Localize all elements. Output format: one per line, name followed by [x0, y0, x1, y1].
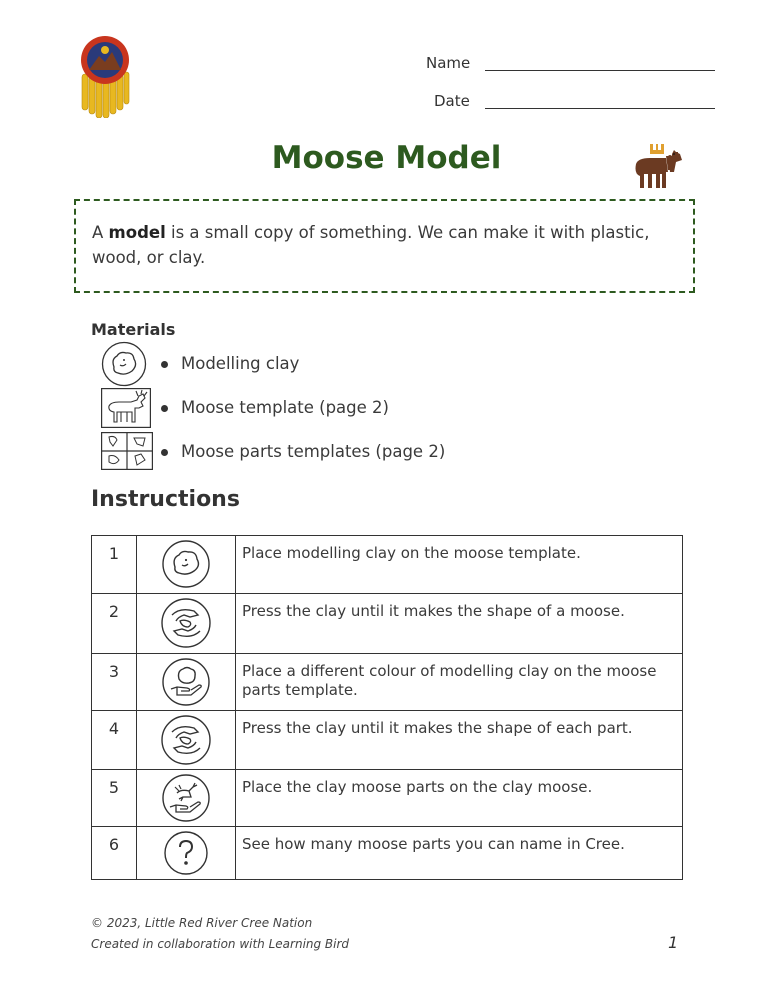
date-line[interactable] [485, 108, 715, 109]
definition-box [74, 199, 695, 293]
step-text: Press the clay until it makes the shape of each part. [236, 711, 683, 770]
clay-icon [161, 539, 211, 589]
step-number: 4 [92, 711, 137, 770]
step-text: Place a different colour of modelling clay on the moose parts template. [236, 654, 683, 711]
instructions-table [91, 535, 683, 880]
step-icon-cell [137, 654, 236, 711]
footer-credit: Created in collaboration with Learning Bird [91, 937, 350, 951]
question-icon [163, 830, 209, 876]
press-hands-icon [160, 714, 212, 766]
bullet [161, 361, 168, 368]
clay-icon [101, 341, 147, 387]
moose-parts-icon [101, 432, 153, 470]
table-row [92, 827, 683, 880]
step-icon-cell [137, 536, 236, 594]
step-icon-cell [137, 770, 236, 827]
step-icon-cell [137, 711, 236, 770]
date-label: Date [434, 92, 470, 110]
material-label-clay: Modelling clay [181, 354, 300, 373]
definition-text-before: A [92, 223, 109, 242]
table-row [92, 536, 683, 594]
step-number: 3 [92, 654, 137, 711]
nation-logo [74, 34, 136, 118]
step-number: 6 [92, 827, 137, 880]
hand-moose-icon [161, 773, 211, 823]
table-row [92, 711, 683, 770]
step-number: 5 [92, 770, 137, 827]
step-text: See how many moose parts you can name in Cree. [236, 827, 683, 880]
step-number: 1 [92, 536, 137, 594]
step-text: Place modelling clay on the moose template. [236, 536, 683, 594]
moose-icon [628, 142, 684, 192]
materials-heading: Materials [91, 320, 176, 339]
bullet [161, 405, 168, 412]
name-label: Name [426, 54, 471, 72]
page-number: 1 [668, 933, 679, 952]
hand-clay-icon [161, 657, 211, 707]
footer-copyright: © 2023, Little Red River Cree Nation [91, 916, 313, 930]
step-text: Press the clay until it makes the shape of a moose. [236, 594, 683, 654]
step-icon-cell [137, 594, 236, 654]
step-text: Place the clay moose parts on the clay moose. [236, 770, 683, 827]
table-row [92, 594, 683, 654]
moose-template-icon [101, 388, 151, 428]
name-line[interactable] [485, 70, 715, 71]
table-row [92, 654, 683, 711]
page-title: Moose Model [271, 140, 502, 176]
table-row [92, 770, 683, 827]
definition-keyword: model [108, 223, 166, 242]
bullet [161, 449, 168, 456]
step-icon-cell [137, 827, 236, 880]
press-hands-icon [160, 597, 212, 649]
material-label-moose-template: Moose template (page 2) [181, 398, 389, 417]
instructions-heading: Instructions [91, 487, 240, 512]
step-number: 2 [92, 594, 137, 654]
material-label-moose-parts: Moose parts templates (page 2) [181, 442, 446, 461]
definition-text-after: is a small copy of something. We can make it with plastic, wood, or clay. [92, 223, 650, 267]
